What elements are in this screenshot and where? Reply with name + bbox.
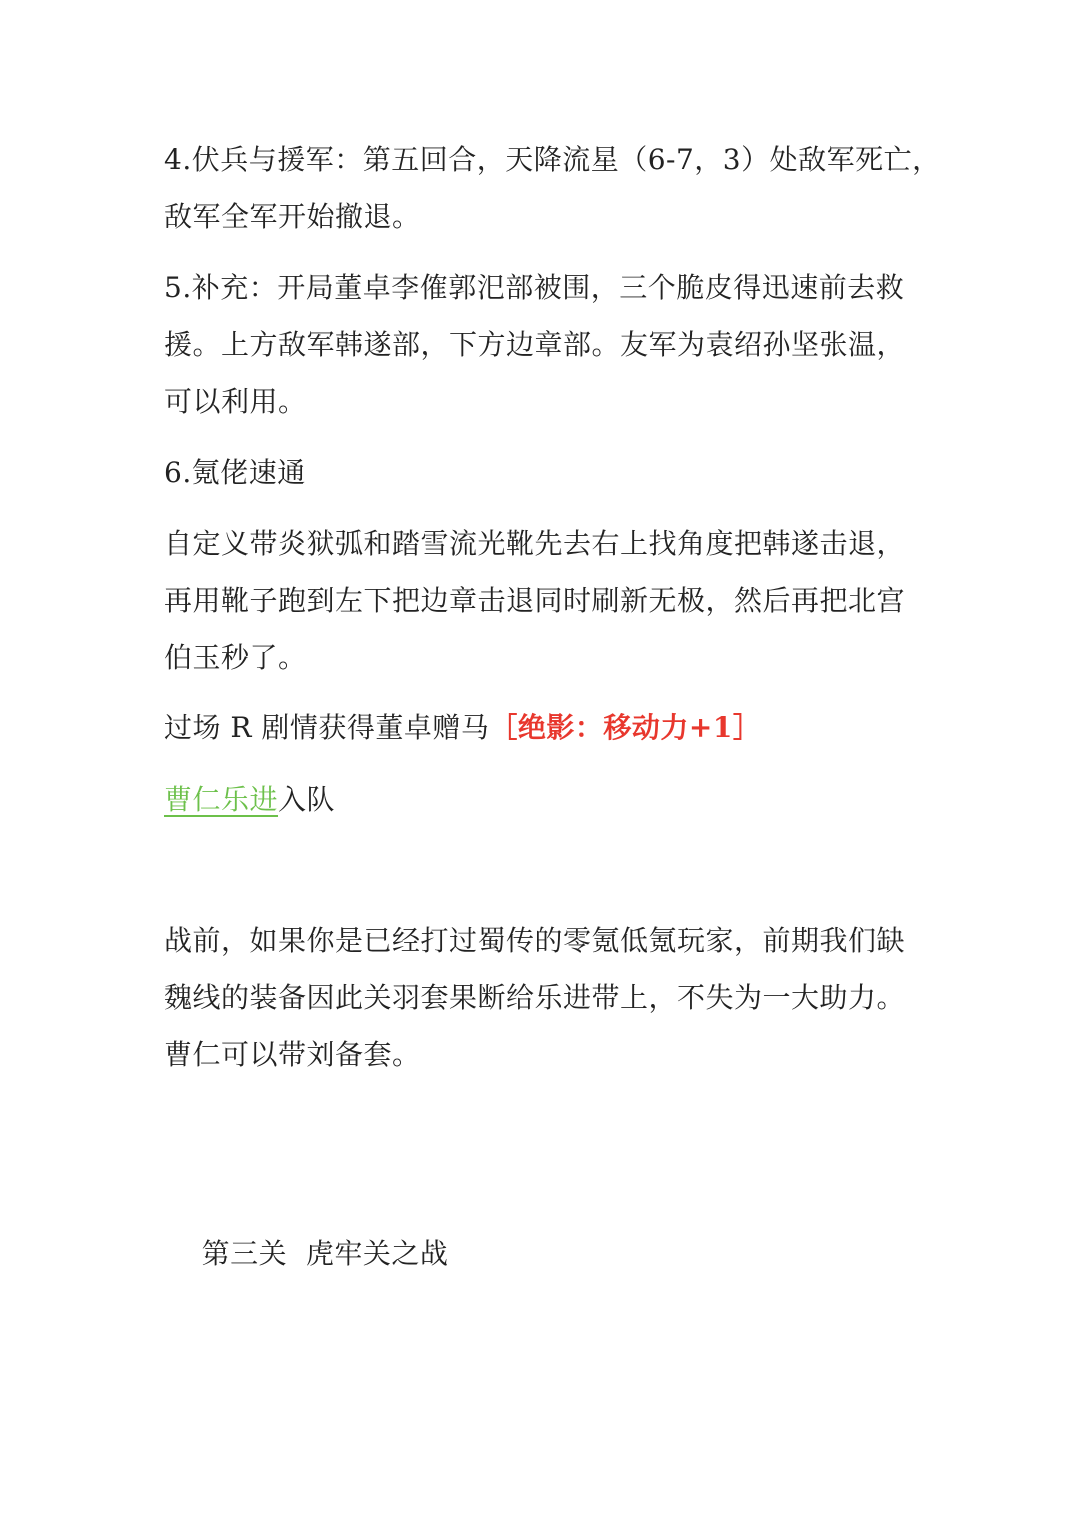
item-4-line-1: 4.伏兵与援军：第五回合，天降流星（6-7，3）处敌军死亡， — [164, 143, 941, 176]
join-suffix: 入队 — [278, 783, 336, 816]
item-5-line-1: 5.补充：开局董卓李傕郭汜部被围，三个脆皮得迅速前去救 — [164, 271, 905, 304]
paragraph-item-4 — [164, 131, 954, 245]
paragraph-item-5 — [164, 259, 954, 430]
speedrun-line-1: 自定义带炎狱弧和踏雪流光靴先去右上找角度把韩遂击退， — [164, 527, 906, 560]
prebattle-line-2: 魏线的装备因此关羽套果断给乐进带上，不失为一大助力。 — [164, 981, 906, 1014]
item-5-line-2: 援。上方敌军韩遂部，下方边章部。友军为袁绍孙坚张温， — [164, 328, 906, 361]
paragraph-join — [164, 771, 954, 828]
prebattle-line-1: 战前，如果你是已经打过蜀传的零氪低氪玩家，前期我们缺 — [164, 924, 906, 957]
speedrun-line-2: 再用靴子跑到左下把边章击退同时刷新无极，然后再把北宫 — [164, 584, 906, 617]
paragraph-cutscene — [164, 699, 954, 756]
speedrun-line-3: 伯玉秒了。 — [164, 641, 307, 674]
paragraph-next-stage — [164, 1168, 954, 1339]
next-stage-title: 第三关 虎牢关之战 — [201, 1237, 449, 1270]
reward-highlight: ［绝影：移动力+1］ — [489, 711, 762, 744]
paragraph-item-6-heading — [164, 444, 954, 501]
item-4-line-2: 敌军全军开始撤退。 — [164, 200, 421, 233]
paragraph-speedrun — [164, 515, 954, 686]
join-names-link[interactable]: 曹仁乐进 — [164, 783, 279, 816]
item-6-heading: 6.氪佬速通 — [164, 456, 306, 489]
item-5-line-3: 可以利用。 — [164, 385, 307, 418]
paragraph-prebattle — [164, 912, 954, 1083]
prebattle-line-3: 曹仁可以带刘备套。 — [164, 1038, 421, 1071]
cutscene-text: 过场 R 剧情获得董卓赠马 — [164, 711, 490, 744]
